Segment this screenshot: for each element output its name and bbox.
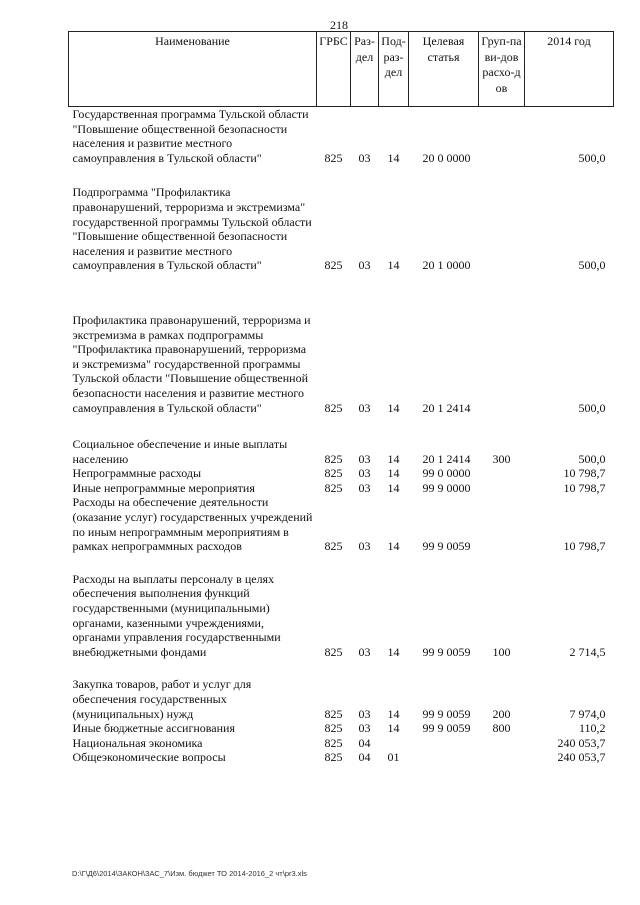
row-razdel: 04 — [358, 735, 371, 750]
row-razdel: 03 — [358, 400, 371, 415]
row-razdel: 03 — [358, 539, 371, 554]
spacer-cell — [69, 659, 614, 677]
row-sum: 500,0 — [578, 258, 606, 273]
row-target-article: 20 1 2414 — [422, 400, 471, 415]
header-podrazdel: Под-раз-дел — [379, 32, 409, 107]
row-razdel: 03 — [358, 480, 371, 495]
row-razdel: 03 — [358, 258, 371, 273]
row-expense-group — [479, 736, 525, 751]
row-name: Иные бюджетные ассигнования — [72, 721, 235, 736]
row-grbs: 825 — [324, 706, 343, 721]
table-row — [69, 437, 614, 466]
row-name: Государственная программа Тульской области "Повышение общественной безопасности населения и развитие местного самоуправления в Тульской области" — [72, 107, 309, 165]
row-expense-group: 300 — [492, 451, 511, 466]
row-name: Подпрограмма "Профилактика правонарушений, терроризма и экстремизма" государственной программы Тульской области "Повышение общественной безопасности населения и развитие местного самоуправления в Тульской области" — [72, 185, 312, 273]
table-header-row — [69, 32, 614, 107]
row-podrazdel: 14 — [387, 539, 400, 554]
spacer-cell — [69, 273, 614, 313]
table-row — [69, 107, 614, 166]
table-row — [69, 750, 614, 765]
header-razdel: Раз-дел — [351, 32, 379, 107]
row-razdel: 03 — [358, 721, 371, 736]
row-target-article — [409, 750, 479, 765]
row-expense-group — [479, 495, 525, 553]
row-name: Непрограммные расходы — [72, 466, 202, 481]
row-razdel: 03 — [358, 150, 371, 165]
header-grbs: ГРБС — [317, 32, 351, 107]
row-expense-group — [479, 313, 525, 415]
row-name: Национальная экономика — [72, 735, 203, 750]
row-target-article: 20 1 0000 — [422, 258, 471, 273]
table-row — [69, 677, 614, 721]
row-expense-group — [479, 185, 525, 273]
row-grbs: 825 — [324, 539, 343, 554]
spacer-cell — [69, 415, 614, 437]
row-podrazdel: 14 — [387, 466, 400, 481]
row-name: Общеэкономические вопросы — [72, 750, 226, 765]
row-name: Расходы на обеспечение деятельности (оказание услуг) государственных учреждений по иным непрограммным мероприятиям в рамках непрограммных расходов — [72, 495, 313, 554]
row-podrazdel: 01 — [387, 750, 400, 765]
file-path-footer: D:\Г\Д6\2014\ЗАКОН\ЗАС_7\Изм. бюджет ТО 2014-2016_2 чт\pr3.xls — [72, 869, 307, 878]
row-razdel: 03 — [358, 644, 371, 659]
row-target-article — [409, 736, 479, 751]
page-number: 218 — [330, 18, 348, 32]
table-row — [69, 313, 614, 415]
row-name: Социальное обеспечение и иные выплаты населению — [72, 437, 288, 466]
row-podrazdel — [379, 736, 409, 751]
row-razdel: 04 — [358, 750, 371, 765]
budget-table — [68, 31, 614, 765]
row-target-article: 99 9 0059 — [422, 706, 471, 721]
row-podrazdel: 14 — [387, 258, 400, 273]
row-podrazdel: 14 — [387, 400, 400, 415]
row-grbs: 825 — [324, 721, 343, 736]
row-sum: 240 053,7 — [557, 750, 606, 765]
row-podrazdel: 14 — [387, 150, 400, 165]
row-grbs: 825 — [324, 735, 343, 750]
row-expense-group: 100 — [492, 644, 511, 659]
row-razdel: 03 — [358, 706, 371, 721]
row-sum: 10 798,7 — [563, 466, 606, 481]
row-target-article: 20 1 2414 — [422, 451, 471, 466]
row-sum: 7 974,0 — [569, 706, 606, 721]
row-spacer — [69, 415, 614, 437]
row-sum: 10 798,7 — [563, 539, 606, 554]
row-grbs: 825 — [324, 644, 343, 659]
row-expense-group: 800 — [492, 721, 511, 736]
row-grbs: 825 — [324, 466, 343, 481]
row-target-article: 99 0 0000 — [422, 466, 471, 481]
row-expense-group: 200 — [492, 706, 511, 721]
spacer-cell — [69, 554, 614, 572]
row-target-article: 99 9 0000 — [422, 480, 471, 495]
table-row — [69, 572, 614, 660]
row-target-article: 99 9 0059 — [422, 721, 471, 736]
row-sum: 2 714,5 — [569, 644, 606, 659]
row-sum: 240 053,7 — [557, 735, 606, 750]
row-sum: 110,2 — [578, 721, 606, 736]
row-grbs: 825 — [324, 480, 343, 495]
row-podrazdel: 14 — [387, 721, 400, 736]
row-spacer — [69, 165, 614, 185]
row-spacer — [69, 273, 614, 313]
table-row — [69, 495, 614, 553]
row-razdel: 03 — [358, 451, 371, 466]
row-spacer — [69, 659, 614, 677]
table-row — [69, 736, 614, 751]
row-expense-group — [479, 107, 525, 166]
row-spacer — [69, 554, 614, 572]
row-grbs: 825 — [324, 451, 343, 466]
table-row — [69, 185, 614, 273]
row-grbs: 825 — [324, 150, 343, 165]
row-expense-group — [479, 481, 525, 496]
header-year: 2014 год — [525, 32, 614, 107]
row-podrazdel: 14 — [387, 706, 400, 721]
table-row — [69, 466, 614, 481]
table-row — [69, 721, 614, 736]
spacer-cell — [69, 165, 614, 185]
row-sum: 500,0 — [578, 451, 606, 466]
header-vr: Груп-па ви-дов расхо-дов — [479, 32, 525, 107]
row-sum: 500,0 — [578, 400, 606, 415]
row-grbs: 825 — [324, 400, 343, 415]
header-cs: Целевая статья — [409, 32, 479, 107]
row-grbs: 825 — [324, 258, 343, 273]
row-name: Профилактика правонарушений, терроризма и экстремизма в рамках подпрограммы "Профилактика правонарушений, терроризма и экстремизма" государственной программы Тульской области "Повышение общественной безопасности населения и развитие местного самоуправления в Тульской области" — [72, 312, 311, 415]
row-target-article: 99 9 0059 — [422, 644, 471, 659]
row-expense-group — [479, 750, 525, 765]
row-name: Расходы на выплаты персоналу в целях обеспечения выполнения функций государственными (муниципальными) органами, казенными учреждениями, органами управления государственными внебюджетными фондами — [72, 571, 281, 659]
table-row — [69, 481, 614, 496]
row-sum: 500,0 — [578, 150, 606, 165]
row-target-article: 99 9 0059 — [422, 539, 471, 554]
row-name: Закупка товаров, работ и услуг для обеспечения государственных (муниципальных) нужд — [72, 677, 252, 721]
header-name: Наименование — [69, 32, 317, 107]
row-grbs: 825 — [324, 750, 343, 765]
row-podrazdel: 14 — [387, 480, 400, 495]
row-sum: 10 798,7 — [563, 480, 606, 495]
table-body — [69, 107, 614, 765]
row-name: Иные непрограммные мероприятия — [72, 480, 255, 495]
row-podrazdel: 14 — [387, 451, 400, 466]
row-podrazdel: 14 — [387, 644, 400, 659]
row-target-article: 20 0 0000 — [422, 150, 471, 165]
row-expense-group — [479, 466, 525, 481]
row-razdel: 03 — [358, 466, 371, 481]
